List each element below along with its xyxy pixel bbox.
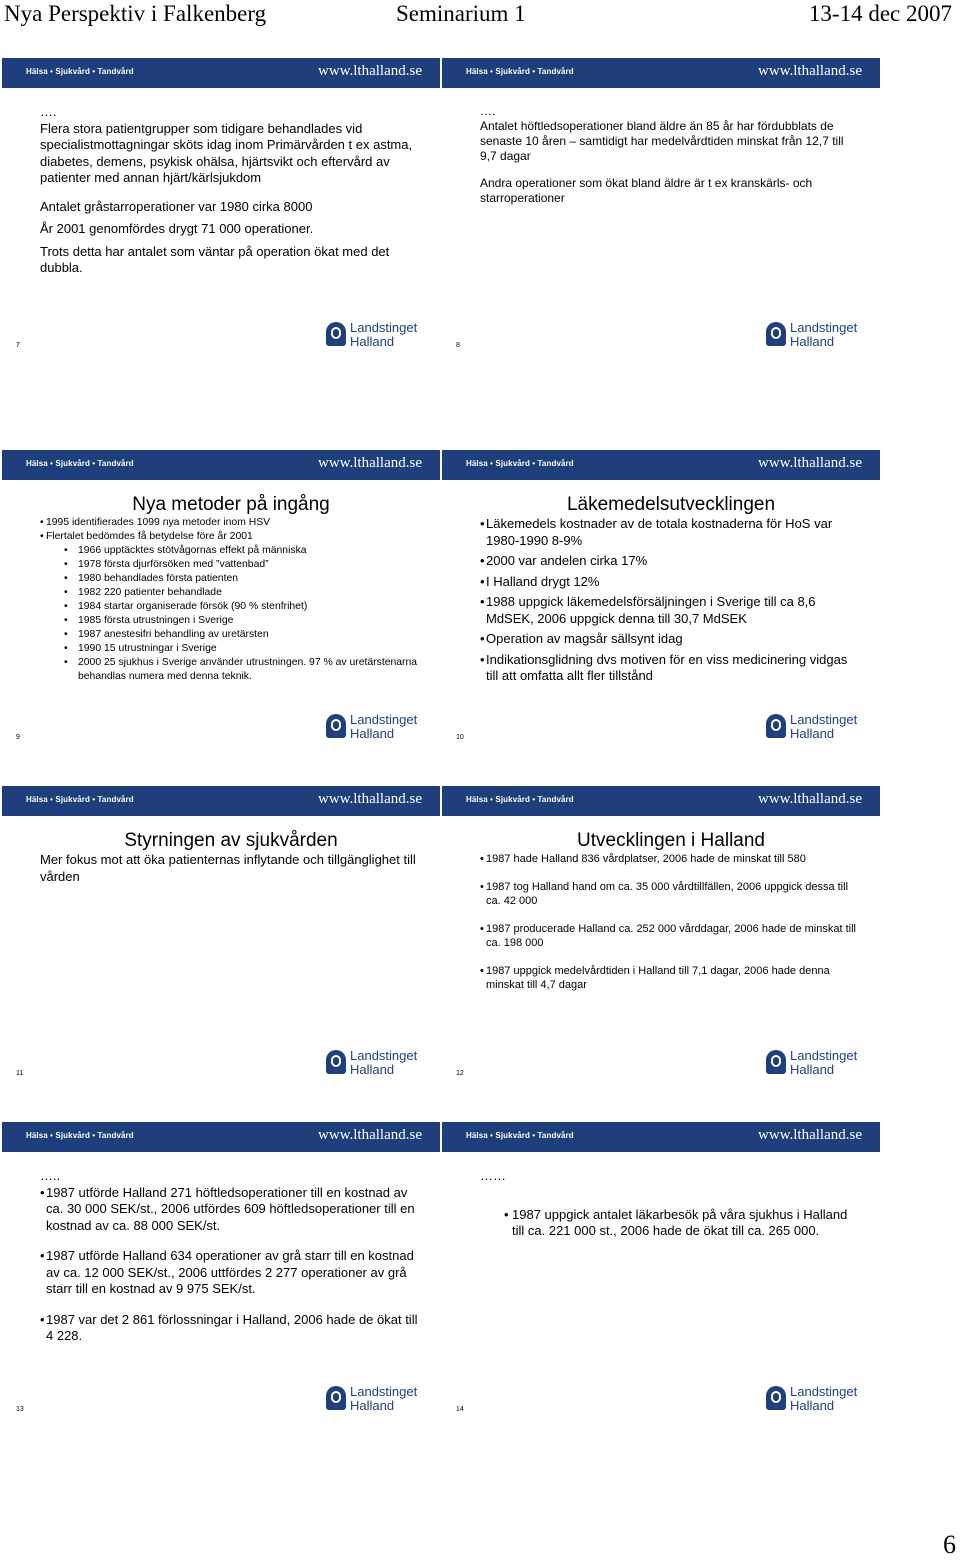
list-item: • 1987 anestesifri behandling av uretärsten (40, 628, 422, 642)
logo-line2: Halland (790, 1398, 835, 1413)
list-item: • 1980 behandlades första patienten (40, 572, 422, 586)
banner-website: www.lthalland.se (317, 455, 422, 471)
slide-10 (442, 450, 880, 750)
list-item: • I Halland drygt 12% (480, 574, 862, 591)
landstinget-halland-logo (326, 712, 426, 742)
list-item: • 1990 15 utrustningar i Sverige (40, 642, 422, 656)
logo-line2: Halland (350, 726, 395, 741)
list-item: • 1987 var det 2 861 förlossningar i Halland, 2006 hade de ökat till 4 228. (40, 1312, 422, 1345)
header-date: 13-14 dec 2007 (808, 1, 952, 26)
banner-tagline: Hälsa • Sjukvård • Tandvård (466, 795, 574, 804)
banner-website: www.lthalland.se (757, 791, 862, 807)
bullet-list (480, 516, 862, 685)
banner-tagline: Hälsa • Sjukvård • Tandvård (26, 1131, 134, 1140)
logo-line2: Halland (790, 1062, 835, 1077)
landstinget-halland-logo (766, 1384, 866, 1414)
banner-tagline: Hälsa • Sjukvård • Tandvård (466, 67, 574, 76)
slide-title: Styrningen av sjukvården (124, 830, 338, 851)
list-item: • 1988 uppgick läkemedelsförsäljningen i Sverige till ca 8,6 MdSEK, 2006 uppgick denna till 30,7 MdSEK (480, 594, 862, 627)
list-item: • 1987 utförde Halland 634 operationer av grå starr till en kostnad av ca. 12 000 SEK/st., 2006 uttfördes 2 277 operationer av grå starr till en kostnad av 9 975 SEK/st. (40, 1248, 422, 1298)
list-item: • 1966 upptäcktes stötvågornas effekt på människa (40, 544, 422, 558)
list-item: • 1987 uppgick antalet läkarbesök på våra sjukhus i Halland till ca. 221 000 st., 2006 hade de ökat till ca. 265 000. (480, 1207, 862, 1240)
ellipsis: ….. (40, 1168, 61, 1183)
landstinget-halland-logo (326, 1384, 426, 1414)
banner-website: www.lthalland.se (317, 791, 422, 807)
slide-banner (442, 450, 880, 480)
slide-body (480, 830, 862, 992)
slide-body (480, 494, 862, 685)
halland-emblem-icon (326, 1386, 346, 1410)
slide-number: 10 (456, 734, 464, 741)
bullet-list (40, 1185, 422, 1345)
logo-line1: Landstinget (790, 320, 858, 335)
halland-emblem-icon (326, 322, 346, 346)
halland-emblem-icon (766, 1386, 786, 1410)
logo-line1: Landstinget (790, 1384, 858, 1399)
slide-body (40, 830, 422, 885)
header-event-title: Nya Perspektiv i Falkenberg (4, 1, 267, 26)
list-item: • Indikationsglidning dvs motiven för en viss medicinering vidgas till att omfatta allt fler tillstånd (480, 652, 862, 685)
banner-tagline: Hälsa • Sjukvård • Tandvård (26, 795, 134, 804)
ellipsis: …. (480, 104, 496, 118)
slide-banner (442, 1122, 880, 1152)
slide-body (40, 104, 422, 277)
banner-website: www.lthalland.se (757, 63, 862, 79)
slide-number: 13 (16, 1406, 24, 1413)
banner-tagline: Hälsa • Sjukvård • Tandvård (466, 1131, 574, 1140)
slide-title: Nya metoder på ingång (132, 494, 330, 515)
slide-number: 11 (16, 1070, 24, 1077)
slide-title: Utvecklingen i Halland (577, 830, 765, 851)
banner-website: www.lthalland.se (317, 1127, 422, 1143)
logo-line1: Landstinget (790, 1048, 858, 1063)
logo-line1: Landstinget (350, 1048, 418, 1063)
slide-11 (2, 786, 440, 1086)
list-item: • 1987 tog Halland hand om ca. 35 000 vårdtillfällen, 2006 uppgick dessa till ca. 42 000 (480, 880, 862, 908)
halland-emblem-icon (766, 322, 786, 346)
list-item: • 1985 första utrustningen i Sverige (40, 614, 422, 628)
list-item: • 1987 utförde Halland 271 höftledsoperationer till en kostnad av ca. 30 000 SEK/st., 2006 utfördes 609 höftledsoperationer till en kostnad av ca. 88 000 SEK/st. (40, 1185, 422, 1235)
slide-banner (2, 450, 440, 480)
logo-line1: Landstinget (350, 1384, 418, 1399)
halland-emblem-icon (766, 1050, 786, 1074)
bullet-list (480, 852, 862, 992)
halland-emblem-icon (766, 714, 786, 738)
list-item: • 1987 hade Halland 836 vårdplatser, 2006 hade de minskat till 580 (480, 852, 862, 866)
list-item: • 1995 identifierades 1099 nya metoder inom HSV (40, 516, 422, 530)
halland-emblem-icon (326, 714, 346, 738)
list-item: • 2000 25 sjukhus i Sverige använder utrustningen. 97 % av uretärstenarna behandlas numera med denna teknik. (40, 656, 422, 684)
slide-13 (2, 1122, 440, 1422)
slide-body (480, 104, 862, 206)
header-seminar: Seminarium 1 (396, 1, 526, 26)
paragraph: Andra operationer som ökat bland äldre är t ex kranskärls- och starroperationer (480, 176, 813, 205)
list-item: • 1984 startar organiserade försök (90 % stenfrihet) (40, 600, 422, 614)
slide-number: 7 (16, 342, 20, 349)
bullet-list (40, 516, 422, 544)
slide-number: 8 (456, 342, 460, 349)
list-item: • Operation av magsår sällsynt idag (480, 631, 862, 648)
banner-tagline: Hälsa • Sjukvård • Tandvård (26, 459, 134, 468)
sub-bullet-list (40, 544, 422, 684)
paragraph: Antalet höftledsoperationer bland äldre än 85 år har fördubblats de senaste 10 åren – samtidigt har medelvårdtiden minskat från 12,7 till 9,7 dagar (480, 119, 844, 163)
logo-line1: Landstinget (790, 712, 858, 727)
ellipsis: …. (40, 104, 57, 119)
paragraph: Mer fokus mot att öka patienternas inflytande och tillgänglighet till vården (40, 852, 416, 884)
banner-website: www.lthalland.se (317, 63, 422, 79)
paragraph: Flera stora patientgrupper som tidigare behandlades vid specialistmottagningar sköts idag inom Primärvården t ex astma, diabetes, demens, psykisk ohälsa, hjärtsvikt och eftervård av patienter med annan hjärt/kärlsjukdom (40, 120, 413, 185)
slide-number: 9 (16, 734, 20, 741)
logo-line1: Landstinget (350, 712, 418, 727)
landstinget-halland-logo (766, 320, 866, 350)
slide-banner (2, 1122, 440, 1152)
landstinget-halland-logo (766, 1048, 866, 1078)
page-header (0, 0, 960, 30)
slide-banner (442, 786, 880, 816)
slide-body (40, 1168, 422, 1345)
slide-banner (442, 58, 880, 88)
page-number: 6 (943, 1530, 956, 1559)
slide-number: 12 (456, 1070, 464, 1077)
list-item: • 2000 var andelen cirka 17% (480, 553, 862, 570)
slide-9 (2, 450, 440, 750)
list-item: • 1982 220 patienter behandlade (40, 586, 422, 600)
slide-banner (2, 786, 440, 816)
ellipsis: …… (480, 1168, 506, 1183)
landstinget-halland-logo (326, 1048, 426, 1078)
banner-website: www.lthalland.se (757, 455, 862, 471)
halland-emblem-icon (326, 1050, 346, 1074)
slide-body (480, 1168, 862, 1240)
list-item: • 1987 producerade Halland ca. 252 000 vårddagar, 2006 hade de minskat till ca. 198 000 (480, 922, 862, 950)
landstinget-halland-logo (326, 320, 426, 350)
slide-banner (2, 58, 440, 88)
list-item: • Flertalet bedömdes få betydelse före år 2001 (40, 530, 422, 544)
logo-line2: Halland (350, 1062, 395, 1077)
slide-number: 14 (456, 1406, 464, 1413)
logo-line1: Landstinget (350, 320, 418, 335)
list-item: • Läkemedels kostnader av de totala kostnaderna för HoS var 1980-1990 8-9% (480, 516, 862, 549)
list-item: • 1987 uppgick medelvårdtiden i Halland till 7,1 dagar, 2006 hade denna minskat till 4,7 dagar (480, 964, 862, 992)
logo-line2: Halland (350, 1398, 395, 1413)
logo-line2: Halland (790, 726, 835, 741)
slide-title: Läkemedelsutvecklingen (566, 494, 776, 515)
bullet-list (480, 1207, 862, 1240)
slide-8 (442, 58, 880, 358)
list-item: • 1978 första djurförsöken med ”vattenbad” (40, 558, 422, 572)
slide-12 (442, 786, 880, 1086)
slide-body (40, 494, 422, 684)
slide-14 (442, 1122, 880, 1422)
landstinget-halland-logo (766, 712, 866, 742)
banner-tagline: Hälsa • Sjukvård • Tandvård (466, 459, 574, 468)
paragraph: Trots detta har antalet som väntar på operation ökat med det dubbla. (40, 243, 390, 275)
paragraph: År 2001 genomfördes drygt 71 000 operationer. (40, 221, 314, 236)
logo-line2: Halland (790, 334, 835, 349)
logo-line2: Halland (350, 334, 395, 349)
slide-7 (2, 58, 440, 358)
paragraph: Antalet gråstarroperationer var 1980 cirka 8000 (40, 198, 313, 214)
banner-website: www.lthalland.se (757, 1127, 862, 1143)
banner-tagline: Hälsa • Sjukvård • Tandvård (26, 67, 134, 76)
